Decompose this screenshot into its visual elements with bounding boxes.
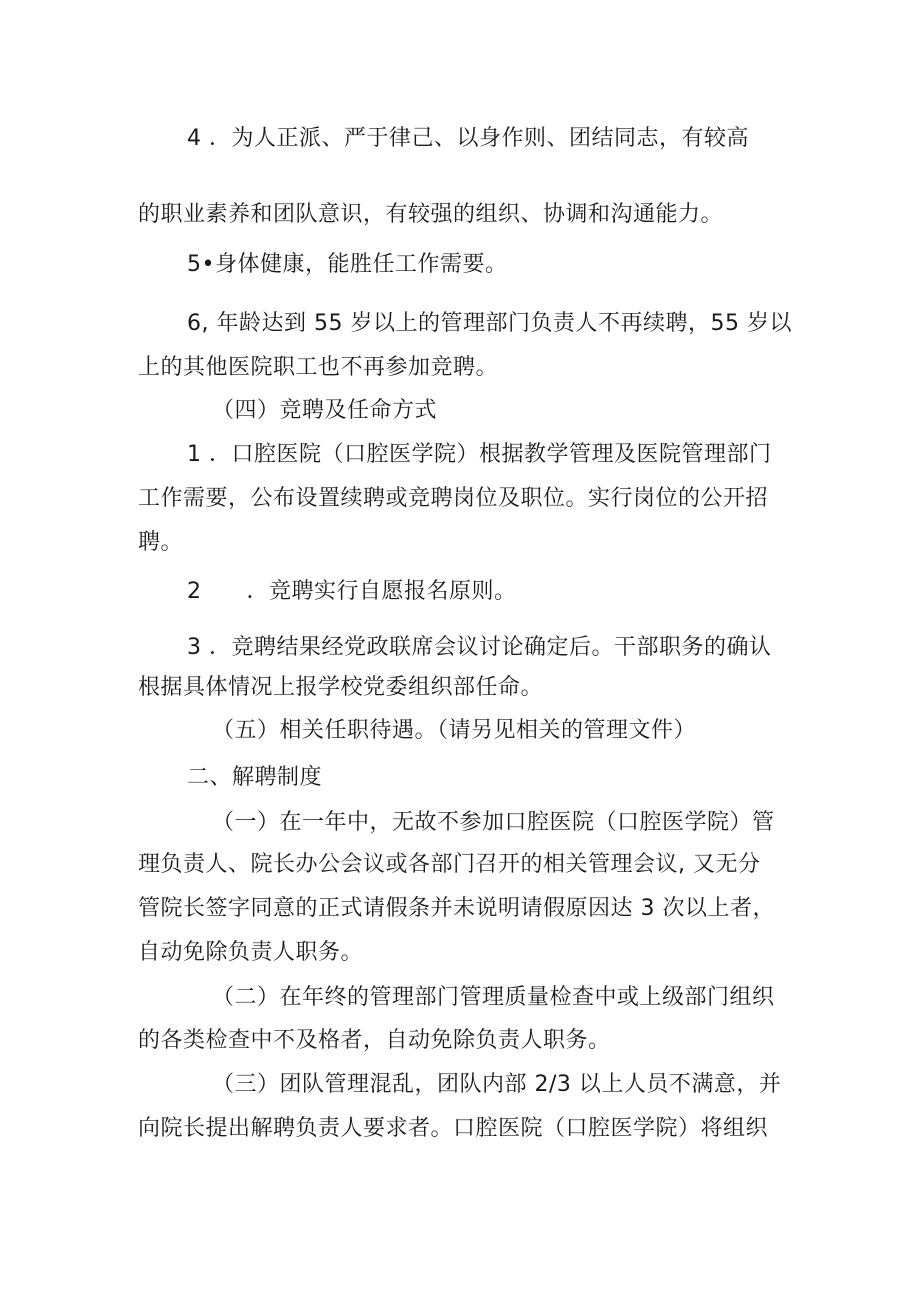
paragraph-line: （一）在一年中，无故不参加口腔医院（口腔医学院）管	[212, 810, 775, 835]
paragraph-line: （二）在年终的管理部门管理质量检查中或上级部门组织	[212, 985, 775, 1010]
paragraph-line: 1 ．口腔医院（口腔医学院）根据教学管理及医院管理部门	[187, 442, 772, 467]
section-heading: （五）相关任职待遇。（请另见相关的管理文件）	[212, 718, 697, 743]
paragraph-line: 4 ．为人正派、严于律己、以身作则、团结同志，有较高	[187, 126, 749, 151]
paragraph-line: 的各类检查中不及格者，自动免除负责人职务。	[138, 1028, 611, 1053]
paragraph-line: 5•身体健康，能胜任工作需要。	[187, 252, 508, 277]
section-heading: 二、解聘制度	[187, 765, 323, 790]
paragraph-line: 自动免除负责人职务。	[138, 940, 364, 965]
paragraph-line: 管院长签字同意的正式请假条并未说明请假原因达 3 次以上者，	[138, 896, 775, 921]
paragraph-line: 根据具体情况上报学校党委组织部任命。	[138, 675, 544, 700]
paragraph-line: 的职业素养和团队意识，有较强的组织、协调和沟通能力。	[138, 202, 724, 227]
paragraph-line: 上的其他医院职工也不再参加竞聘。	[138, 355, 499, 380]
section-heading: （四）竞聘及任命方式	[212, 398, 438, 423]
paragraph-line: 理负责人、院长办公会议或各部门召开的相关管理会议, 又无分	[138, 852, 761, 877]
paragraph-line: 2 ．竞聘实行自愿报名原则。	[187, 579, 517, 604]
paragraph-line: （三）团队管理混乱，团队内部 2/3 以上人员不满意，并	[212, 1072, 782, 1097]
paragraph-line: 3 ．竞聘结果经党政联席会议讨论确定后。干部职务的确认	[187, 635, 772, 660]
paragraph-line: 工作需要，公布设置续聘或竞聘岗位及职位。实行岗位的公开招	[138, 486, 769, 511]
paragraph-line: 向院长提出解聘负责人要求者。口腔医院（口腔医学院）将组织	[138, 1116, 769, 1141]
paragraph-line: 聘。	[138, 530, 184, 555]
paragraph-line: 6, 年龄达到 55 岁以上的管理部门负责人不再续聘，55 岁以	[187, 311, 792, 336]
